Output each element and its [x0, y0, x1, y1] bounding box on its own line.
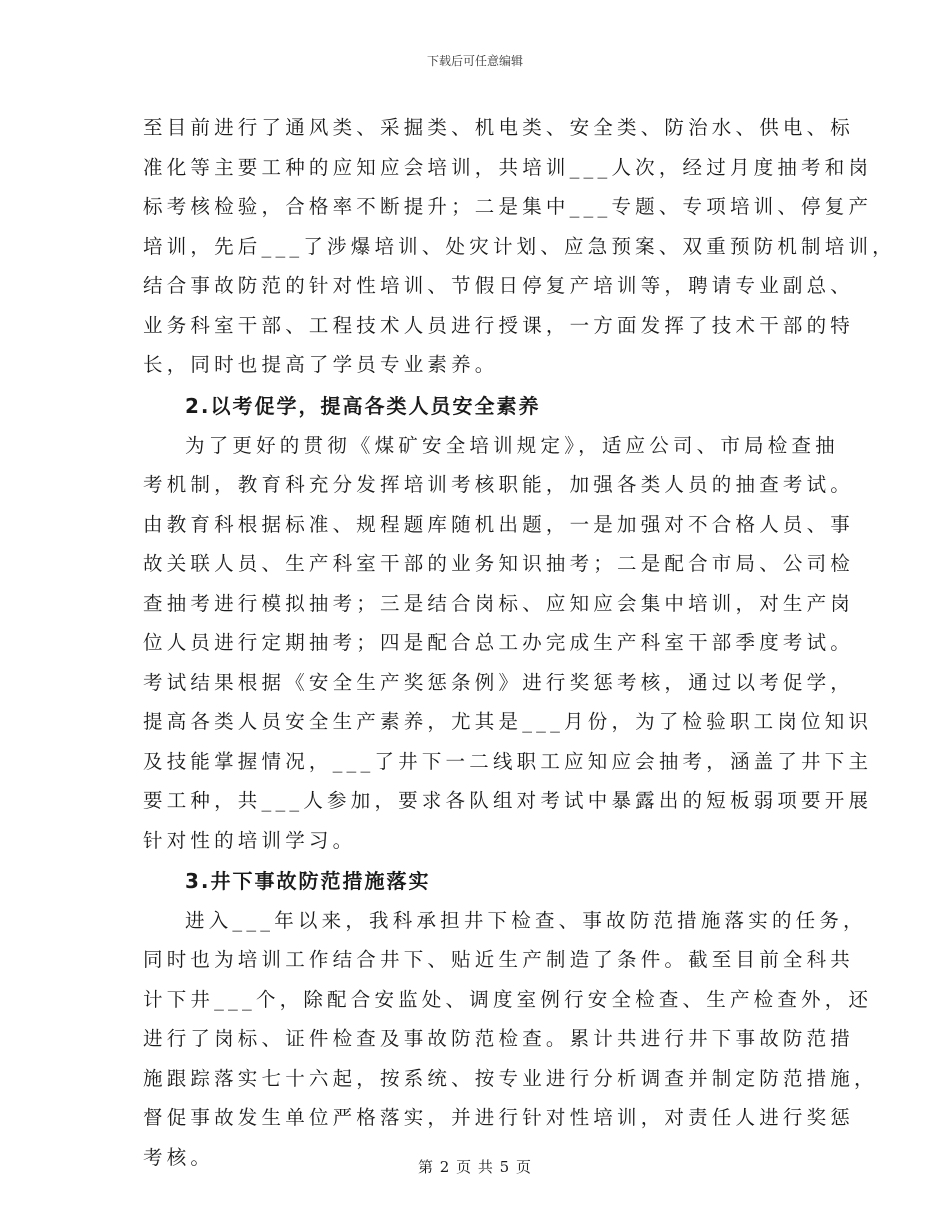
paragraph-line: 培训，先后___了涉爆培训、处灾计划、应急预案、双重预防机制培训，	[143, 235, 896, 258]
paragraph-line: 提高各类人员安全生产素养，尤其是___月份，为了检验职工岗位知识	[143, 710, 873, 733]
paragraph-line: 考机制，教育科充分发挥培训考核职能，加强各类人员的抽查考试。	[143, 473, 855, 496]
page-number: 第 2 页 共 5 页	[418, 1158, 532, 1176]
paragraph-line: 查抽考进行模拟抽考；三是结合岗标、应知应会集中培训，对生产岗	[143, 592, 855, 615]
paragraph-line: 要工种，共___人参加，要求各队组对考试中暴露出的短板弱项要开展	[143, 789, 873, 812]
paragraph-line: 至目前进行了通风类、采掘类、机电类、安全类、防治水、供电、标	[143, 116, 855, 139]
paragraph-line: 施跟踪落实七十六起，按系统、按专业进行分析调查并制定防范措施，	[143, 1067, 878, 1090]
section-heading: 3.井下事故防范措施落实	[185, 869, 431, 893]
paragraph-line: 考试结果根据《安全生产奖惩条例》进行奖惩考核，通过以考促学，	[143, 671, 855, 694]
paragraph-line: 为了更好的贯彻《煤矿安全培训规定》，适应公司、市局检查抽	[185, 434, 839, 457]
paragraph-line: 位人员进行定期抽考；四是配合总工办完成生产科室干部季度考试。	[143, 631, 855, 654]
paragraph-line: 标考核检验，合格率不断提升；二是集中___专题、专项培训、停复产	[143, 195, 873, 218]
section-heading: 2.以考促学，提高各类人员安全素养	[185, 394, 541, 418]
paragraph-line: 进行了岗标、证件检查及事故防范检查。累计共进行井下事故防范措	[143, 1027, 855, 1050]
paragraph-line: 计下井___个，除配合安监处、调度室例行安全检查、生产检查外，还	[143, 988, 873, 1011]
paragraph-line: 准化等主要工种的应知应会培训，共培训___人次，经过月度抽考和岗	[143, 156, 873, 179]
paragraph-line: 进入___年以来，我科承担井下检查、事故防范措施落实的任务，	[185, 909, 867, 932]
paragraph-line: 长，同时也提高了学员专业素养。	[143, 353, 499, 376]
paragraph-line: 针对性的培训学习。	[143, 829, 357, 852]
page-header: 下载后可任意编辑	[426, 54, 523, 68]
paragraph-line: 考核。	[143, 1146, 215, 1169]
paragraph-line: 故关联人员、生产科室干部的业务知识抽考；二是配合市局、公司检	[143, 552, 855, 575]
paragraph-line: 由教育科根据标准、规程题库随机出题，一是加强对不合格人员、事	[143, 513, 855, 536]
paragraph-line: 结合事故防范的针对性培训、节假日停复产培训等，聘请专业副总、	[143, 274, 855, 297]
paragraph-line: 及技能掌握情况，___了井下一二线职工应知应会抽考，涵盖了井下主	[143, 750, 873, 773]
paragraph-line: 同时也为培训工作结合井下、贴近生产制造了条件。截至目前全科共	[143, 948, 855, 971]
paragraph-line: 督促事故发生单位严格落实，并进行针对性培训，对责任人进行奖惩	[143, 1106, 855, 1129]
paragraph-line: 业务科室干部、工程技术人员进行授课，一方面发挥了技术干部的特	[143, 314, 855, 337]
